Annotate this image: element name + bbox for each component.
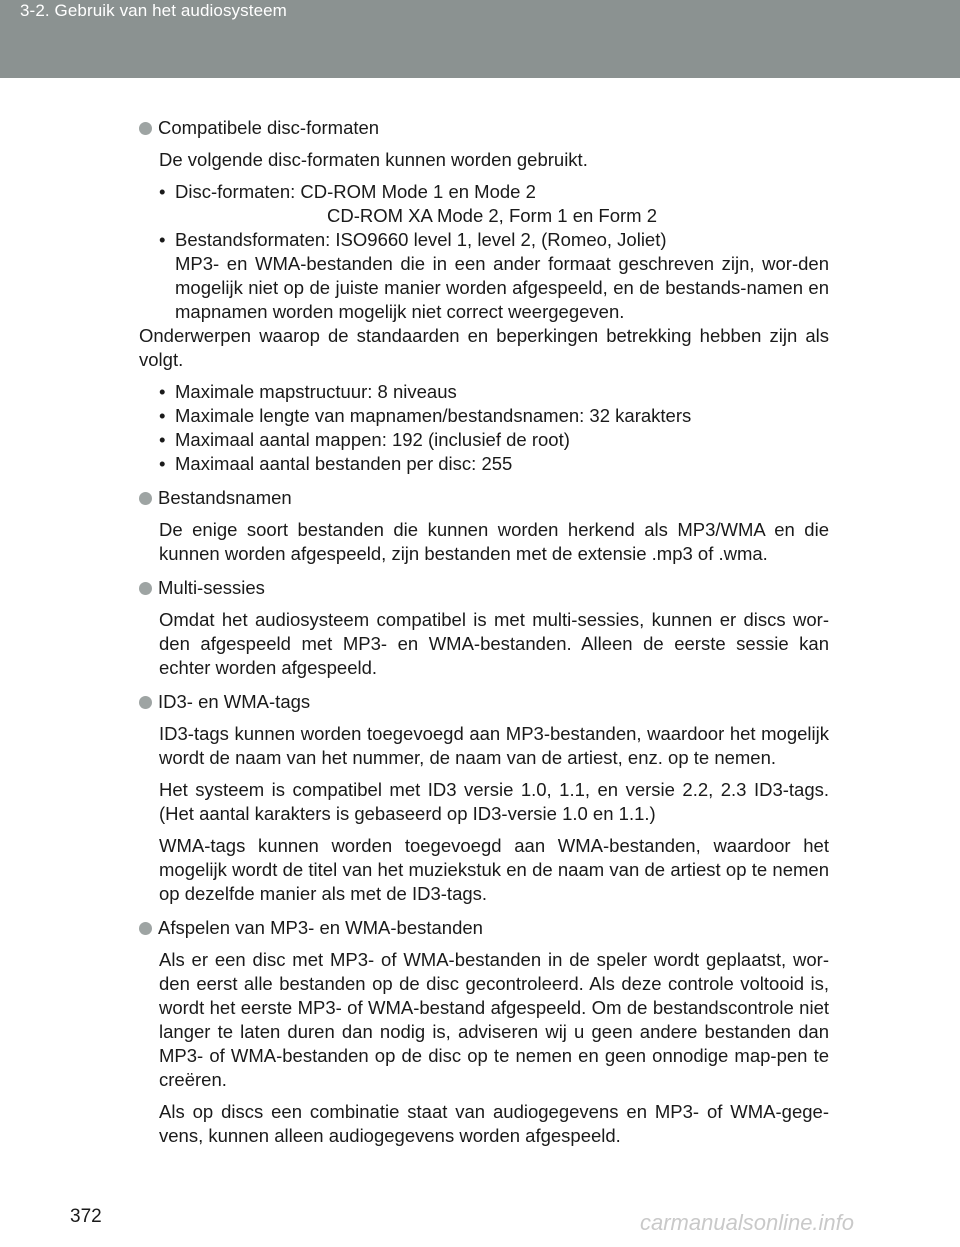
limits-intro: Onderwerpen waarop de standaarden en beperkingen betrekking hebben zijn als volgt.	[139, 325, 829, 370]
file-formats-line: Bestandsformaten: ISO9660 level 1, level 2, (Romeo, Joliet)	[175, 229, 667, 250]
body-text: Het systeem is compatibel met ID3 versie 1.0, 1.1, en versie 2.2, 2.3 ID3-tags. (Het aantal karakters is gebaseerd op ID3-versie 1.0 en 1.1.)	[159, 779, 829, 824]
body-text: Als er een disc met MP3- of WMA-bestanden in de speler wordt geplaatst, wor-den eerst alle bestanden op de disc gecontroleerd. Als deze controle voltooid is, wordt het eerste MP3- of WMA-bestand afgespeeld. Om de bestandscontrole niet langer te laten duren dan nodig is, adviseren wij u geen andere bestanden dan MP3- of WMA-bestanden op de disc op te nemen en geen onnodige map-pen te creëren.	[159, 949, 829, 1090]
body-text: Omdat het audiosysteem compatibel is met multi-sessies, kunnen er discs wor-den afgespeeld met MP3- en WMA-bestanden. Alleen de eerste sessie kan echter worden afgespeeld.	[159, 609, 829, 678]
watermark: carmanualsonline.info	[640, 1210, 855, 1235]
bullet-icon	[139, 696, 152, 709]
list-text: Maximale lengte van mapnamen/bestandsnamen: 32 karakters	[175, 405, 692, 426]
heading-text: Bestandsnamen	[158, 487, 292, 508]
section-tags	[139, 690, 829, 906]
section-multisession	[139, 576, 829, 680]
body-text: WMA-tags kunnen worden toegevoegd aan WMA-bestanden, waardoor het mogelijk wordt de titel van het muziekstuk en de naam van de artiest op te nemen op dezelfde manier als met de ID3-tags.	[159, 835, 829, 904]
section-disc-formats	[139, 116, 829, 476]
page-header	[0, 0, 960, 78]
page-number: 372	[70, 1206, 102, 1227]
list-text	[175, 180, 829, 228]
list-item	[159, 380, 829, 404]
list-item	[159, 428, 829, 452]
bullet-icon	[139, 582, 152, 595]
intro-text: De volgende disc-formaten kunnen worden gebruikt.	[159, 149, 588, 170]
bullet-icon	[139, 122, 152, 135]
list-bullet: •	[159, 181, 166, 202]
section-heading	[139, 690, 829, 714]
section-filenames	[139, 486, 829, 566]
heading-text: Afspelen van MP3- en WMA-bestanden	[158, 917, 483, 938]
list-bullet: •	[159, 229, 166, 250]
file-formats-note: MP3- en WMA-bestanden die in een ander formaat geschreven zijn, wor-den mogelijk niet op de juiste manier worden afgespeeld, en de bestands-namen en mapnamen worden mogelijk niet correct weergegeven.	[175, 253, 829, 322]
heading-text: Compatibele disc-formaten	[158, 117, 380, 138]
list-text: Maximaal aantal bestanden per disc: 255	[175, 453, 513, 474]
body-text: Als op discs een combinatie staat van audiogegevens en MP3- of WMA-gege-vens, kunnen alleen audiogegevens worden afgespeeld.	[159, 1101, 829, 1146]
section-heading	[139, 576, 829, 600]
disc-formats-line1: Disc-formaten: CD-ROM Mode 1 en Mode 2	[175, 181, 536, 202]
list-bullet: •	[159, 405, 166, 426]
list-text	[175, 228, 829, 324]
limits-list	[159, 380, 829, 476]
disc-formats-line2: CD-ROM XA Mode 2, Form 1 en Form 2	[327, 205, 658, 226]
section-heading	[139, 916, 829, 940]
section-heading	[139, 486, 829, 510]
section-playback	[139, 916, 829, 1148]
list-item	[159, 180, 829, 228]
list-bullet: •	[159, 453, 166, 474]
list-bullet: •	[159, 381, 166, 402]
bullet-icon	[139, 922, 152, 935]
list-text: Maximale mapstructuur: 8 niveaus	[175, 381, 457, 402]
list-bullet: •	[159, 429, 166, 450]
format-list	[159, 180, 829, 324]
section-heading	[139, 116, 829, 140]
list-text: Maximaal aantal mappen: 192 (inclusief de root)	[175, 429, 570, 450]
heading-text: ID3- en WMA-tags	[158, 691, 311, 712]
bullet-icon	[139, 492, 152, 505]
body-text: De enige soort bestanden die kunnen worden herkend als MP3/WMA en die kunnen worden afgespeeld, zijn bestanden met de extensie .mp3 of .wma.	[159, 519, 829, 564]
header-title: 3-2. Gebruik van het audiosysteem	[20, 1, 287, 20]
list-item	[159, 404, 829, 428]
heading-text: Multi-sessies	[158, 577, 265, 598]
list-item	[159, 228, 829, 324]
body-text: ID3-tags kunnen worden toegevoegd aan MP3-bestanden, waardoor het mogelijk wordt de naam van het nummer, de naam van de artiest, enz. op te nemen.	[159, 723, 829, 768]
page-content	[139, 116, 829, 1148]
list-item	[159, 452, 829, 476]
